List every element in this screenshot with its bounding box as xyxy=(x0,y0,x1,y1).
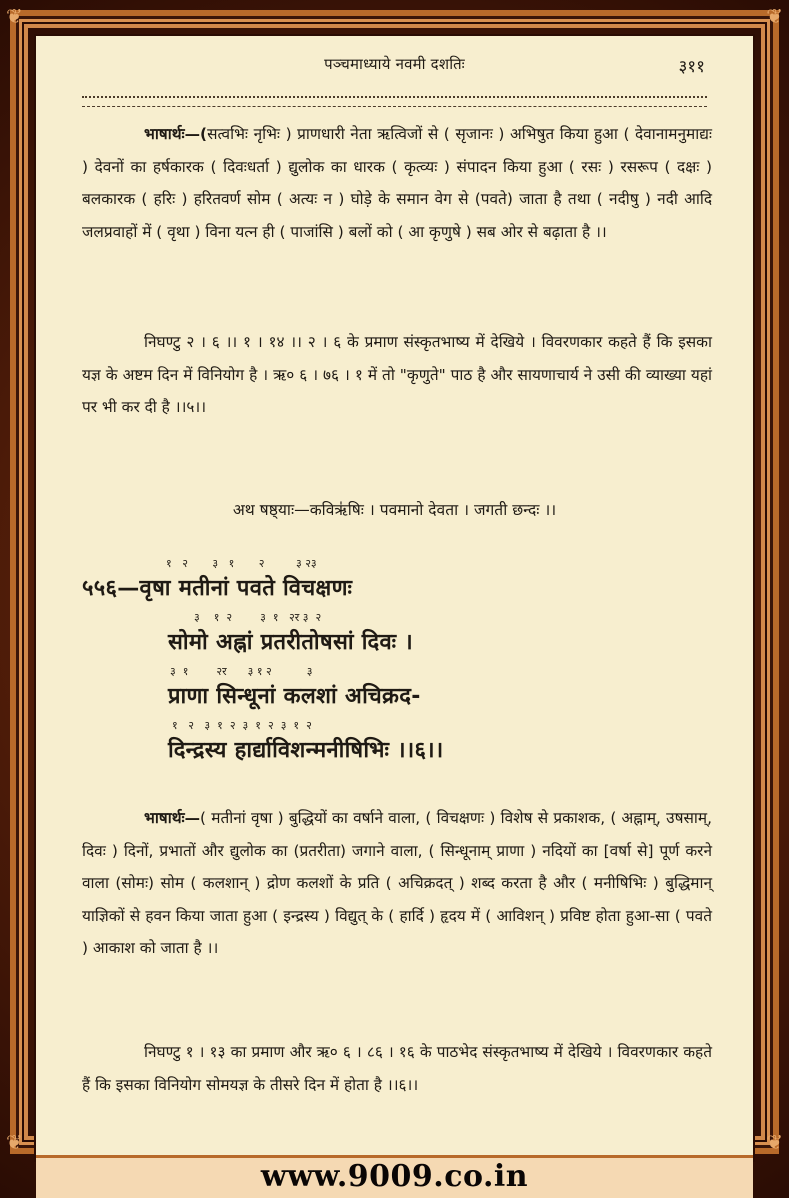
bhashartha-label: भाषार्थः— xyxy=(144,809,201,827)
corner-ornament-icon: ❦ xyxy=(766,1130,783,1154)
svara-marks: ३ १ २ ३ १ २र ३ २ xyxy=(194,611,322,624)
corner-ornament-icon: ❦ xyxy=(6,4,23,28)
bhashartha-paragraph-2 xyxy=(82,802,712,965)
website-url: www.9009.co.in xyxy=(260,1159,529,1194)
page-number: ३११ xyxy=(678,57,705,77)
svara-marks: १ २ ३ १ २ ३ २३ xyxy=(166,557,317,570)
note-text: निघण्टु २ । ६ ।। १ । १४ ।। २ । ६ के प्रमाण संस्कृतभाष्य में देखिये । विवरणकार कहते हैं कि इसका यज्ञ के अष्टम दिन में विनियोग है । ऋ० ६ । ७६ । १ में तो "कृणुते" पाठ है और सायणाचार्य ने उसी की व्याख्या यहां पर भी कर दी है ।।५।। xyxy=(82,333,712,416)
chapter-title: पञ्चमाध्याये नवमी दशतिः xyxy=(324,55,465,73)
svara-marks: १ २ ३ १ २ ३ १ २ ३ १ २ xyxy=(172,719,312,732)
verse-line-3: प्राणा सिन्धूनां कलशां अचिक्रद- xyxy=(168,684,421,709)
svara-marks: ३ १ २र ३ १ २ ३ xyxy=(170,665,313,678)
header-divider xyxy=(82,96,707,107)
book-page xyxy=(36,36,753,1160)
corner-ornament-icon: ❦ xyxy=(6,1130,23,1154)
verse-line-4: दिन्द्रस्य हार्द्याविशन्मनीषिभिः ।।६।। xyxy=(168,738,444,763)
verse-line-2: सोमो अह्नां प्रतरीतोषसां दिवः । xyxy=(168,630,414,655)
note-paragraph-1 xyxy=(82,326,712,424)
corner-ornament-icon: ❦ xyxy=(766,4,783,28)
bhashartha-text: सत्वभिः नृभिः ) प्राणधारी नेता ऋत्विजों से ( सृजानः ) अभिषुत किया हुआ ( देवानामनुमाद्यः ) देवनों का हर्षकारक ( दिवःधर्ता ) द्युलोक का धारक ( कृत्व्यः ) संपादन किया हुआ ( रसः ) रसरूप ( दक्षः ) बलकारक ( हरिः ) हरितवर्ण सोम ( अत्यः न ) घोड़े के समान वेग से (पवते) जाता है तथा ( नदीषु ) नदी आदि जलप्रवाहों में ( वृथा ) विना यत्न ही ( पाजांसि ) बलों को ( आ कृणुषे ) सब ओर से बढ़ाता है ।। xyxy=(82,125,712,241)
verse-text: वृषा मतीनां पवते विचक्षणः xyxy=(139,576,353,601)
bhashartha-label: भाषार्थः—( xyxy=(144,125,208,143)
verse-line-1 xyxy=(82,572,352,602)
note-paragraph-2 xyxy=(82,1036,712,1101)
bhashartha-paragraph-1 xyxy=(82,118,712,248)
bhashartha-text: ( मतीनां वृषा ) बुद्धियों का वर्षाने वाला, ( विचक्षणः ) विशेष से प्रकाशक, ( अह्नाम्, उषसाम्, दिवः ) दिनों, प्रभातों और द्युलोक का (प्रतरीता) जगाने वाला, ( सिन्धूनाम् प्राणा ) नदियों का [वर्षा से] पूर्ण करने वाला (सोमः) सोम ( कलशान् ) द्रोण कलशों के प्रति ( अचिक्रदत् ) शब्द करता है और ( मनीषिभिः ) बुद्धिमान् याज्ञिकों से हवन किया जाता हुआ ( इन्द्रस्य ) विद्युत् के ( हार्दि ) हृदय में ( आविशन् ) प्रविष्ट होता हुआ-सा ( पवते ) आकाश को जाता है ।। xyxy=(82,809,712,957)
verse-number: ५५६— xyxy=(82,576,140,601)
page-header xyxy=(36,54,753,82)
mantra-meta: अथ षष्ठ्याः—कविऋ॑षिः । पवमानो देवता । जगती छन्दः ।। xyxy=(232,501,557,519)
note-text: निघण्टु १ । १३ का प्रमाण और ऋ० ६ । ८६ । १६ के पाठभेद संस्कृतभाष्य में देखिये । विवरणकार कहते हैं कि इसका विनियोग सोमयज्ञ के तीसरे दिन में होता है ।।६।। xyxy=(82,1043,712,1094)
